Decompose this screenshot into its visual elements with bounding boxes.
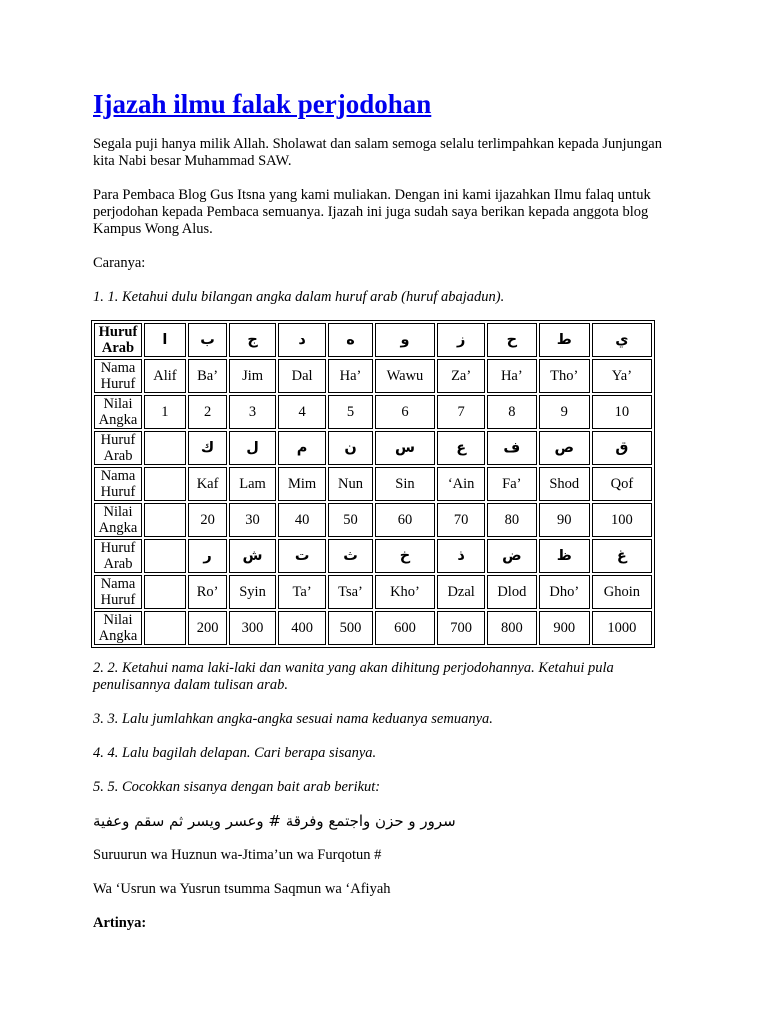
nilai-angka-row — [94, 611, 652, 645]
intro-paragraph: Segala puji hanya milik Allah. Sholawat dan salam semoga selalu terlimpahkan kepada Junjungan kita Nabi besar Muhammad SAW. — [93, 136, 662, 169]
table-cell — [144, 575, 186, 609]
table-cell: و — [375, 323, 436, 357]
table-cell: 400 — [278, 611, 327, 645]
table-cell — [144, 611, 186, 645]
table-cell: 100 — [592, 503, 652, 537]
transliteration-line-1: Suruurun wa Huznun wa-Jtima’un wa Furqotun # — [93, 847, 382, 863]
abjad-table — [91, 320, 655, 648]
table-cell: Ta’ — [278, 575, 327, 609]
table-cell: ز — [437, 323, 485, 357]
table-cell: 200 — [188, 611, 228, 645]
artinya-label: Artinya: — [93, 915, 147, 931]
table-cell: ش — [229, 539, 275, 573]
table-cell: 6 — [375, 395, 436, 429]
table-cell: غ — [592, 539, 652, 573]
table-cell: Fa’ — [487, 467, 537, 501]
table-cell: Alif — [144, 359, 186, 393]
table-cell: Dzal — [437, 575, 485, 609]
table-cell: Mim — [278, 467, 327, 501]
table-cell: Za’ — [437, 359, 485, 393]
table-cell: ر — [188, 539, 228, 573]
table-cell: Shod — [539, 467, 590, 501]
table-cell: 300 — [229, 611, 275, 645]
table-cell: Kaf — [188, 467, 228, 501]
table-cell: Dlod — [487, 575, 537, 609]
huruf-arab-row — [94, 323, 652, 357]
blog-paragraph: Para Pembaca Blog Gus Itsna yang kami muliakan. Dengan ini kami ijazahkan Ilmu falaq untuk perjodohan kepada Pembaca semuanya. Ijazah ini juga sudah saya berikan kepada anggota blog Kampus Wong Alus. — [93, 187, 651, 237]
table-cell: 10 — [592, 395, 652, 429]
table-cell: 7 — [437, 395, 485, 429]
table-cell — [144, 431, 186, 465]
table-cell: Nun — [328, 467, 372, 501]
nilai-angka-row — [94, 395, 652, 429]
row-label: Nama Huruf — [94, 359, 142, 393]
table-cell: ت — [278, 539, 327, 573]
table-cell: 30 — [229, 503, 275, 537]
row-label: Nama Huruf — [94, 467, 142, 501]
row-label: Nilai Angka — [94, 395, 142, 429]
table-cell: 80 — [487, 503, 537, 537]
table-cell: ي — [592, 323, 652, 357]
table-cell: 50 — [328, 503, 372, 537]
huruf-arab-row — [94, 431, 652, 465]
caranya-label: Caranya: — [93, 255, 146, 271]
table-cell: 20 — [188, 503, 228, 537]
table-cell: Tho’ — [539, 359, 590, 393]
table-cell: ا — [144, 323, 186, 357]
table-cell: Sin — [375, 467, 436, 501]
table-cell: 900 — [539, 611, 590, 645]
table-cell: ه — [328, 323, 372, 357]
huruf-arab-row — [94, 539, 652, 573]
table-cell: 4 — [278, 395, 327, 429]
nilai-angka-row — [94, 503, 652, 537]
table-cell: Kho’ — [375, 575, 436, 609]
table-cell: ح — [487, 323, 537, 357]
table-cell: 70 — [437, 503, 485, 537]
table-cell: ط — [539, 323, 590, 357]
table-cell: 700 — [437, 611, 485, 645]
table-cell: Wawu — [375, 359, 436, 393]
nama-huruf-row — [94, 467, 652, 501]
table-cell: س — [375, 431, 436, 465]
step-3: 3. 3. Lalu jumlahkan angka-angka sesuai nama keduanya semuanya. — [93, 711, 493, 727]
table-cell: 800 — [487, 611, 537, 645]
table-cell: 90 — [539, 503, 590, 537]
table-cell: ك — [188, 431, 228, 465]
table-cell: 9 — [539, 395, 590, 429]
table-cell: 8 — [487, 395, 537, 429]
step-2: 2. 2. Ketahui nama laki-laki dan wanita yang akan dihitung perjodohannya. Ketahui pula penulisannya dalam tulisan arab. — [93, 660, 614, 693]
table-cell: ف — [487, 431, 537, 465]
table-cell — [144, 467, 186, 501]
table-cell: ل — [229, 431, 275, 465]
table-cell: م — [278, 431, 327, 465]
row-label: Nama Huruf — [94, 575, 142, 609]
table-cell: ص — [539, 431, 590, 465]
table-cell: خ — [375, 539, 436, 573]
table-cell: Lam — [229, 467, 275, 501]
nama-huruf-row — [94, 359, 652, 393]
table-cell: ذ — [437, 539, 485, 573]
table-cell: ق — [592, 431, 652, 465]
table-cell: 2 — [188, 395, 228, 429]
row-label: Huruf Arab — [94, 323, 142, 357]
row-label: Nilai Angka — [94, 503, 142, 537]
table-cell: 5 — [328, 395, 372, 429]
page-title[interactable]: Ijazah ilmu falak perjodohan — [93, 89, 432, 119]
step-4: 4. 4. Lalu bagilah delapan. Cari berapa sisanya. — [93, 745, 377, 761]
table-cell: 60 — [375, 503, 436, 537]
table-cell: ع — [437, 431, 485, 465]
nama-huruf-row — [94, 575, 652, 609]
table-cell: ض — [487, 539, 537, 573]
table-cell: Ya’ — [592, 359, 652, 393]
table-cell: Jim — [229, 359, 275, 393]
table-cell: 1000 — [592, 611, 652, 645]
table-cell: 40 — [278, 503, 327, 537]
table-cell: 600 — [375, 611, 436, 645]
arabic-verse: سرور و حزن واجتمع وفرقة # وعسر ويسر ثم سقم وعفية — [93, 812, 456, 830]
table-cell: ن — [328, 431, 372, 465]
table-cell: ج — [229, 323, 275, 357]
table-cell: ب — [188, 323, 228, 357]
table-cell: Ha’ — [487, 359, 537, 393]
step-1: 1. 1. Ketahui dulu bilangan angka dalam huruf arab (huruf abajadun). — [93, 289, 505, 305]
table-cell: 1 — [144, 395, 186, 429]
table-cell — [144, 539, 186, 573]
table-cell: Qof — [592, 467, 652, 501]
table-cell: 3 — [229, 395, 275, 429]
table-cell: Dal — [278, 359, 327, 393]
table-cell: Dho’ — [539, 575, 590, 609]
row-label: Huruf Arab — [94, 431, 142, 465]
table-cell: ث — [328, 539, 372, 573]
table-cell: ظ — [539, 539, 590, 573]
table-cell: Ha’ — [328, 359, 372, 393]
table-cell: د — [278, 323, 327, 357]
table-cell: Ghoin — [592, 575, 652, 609]
step-5: 5. 5. Cocokkan sisanya dengan bait arab berikut: — [93, 779, 381, 795]
table-cell: Ba’ — [188, 359, 228, 393]
table-cell: Tsa’ — [328, 575, 372, 609]
table-cell: Syin — [229, 575, 275, 609]
table-cell — [144, 503, 186, 537]
row-label: Nilai Angka — [94, 611, 142, 645]
table-cell: Ro’ — [188, 575, 228, 609]
transliteration-line-2: Wa ‘Usrun wa Yusrun tsumma Saqmun wa ‘Afiyah — [93, 881, 391, 897]
table-cell: ‘Ain — [437, 467, 485, 501]
table-cell: 500 — [328, 611, 372, 645]
row-label: Huruf Arab — [94, 539, 142, 573]
